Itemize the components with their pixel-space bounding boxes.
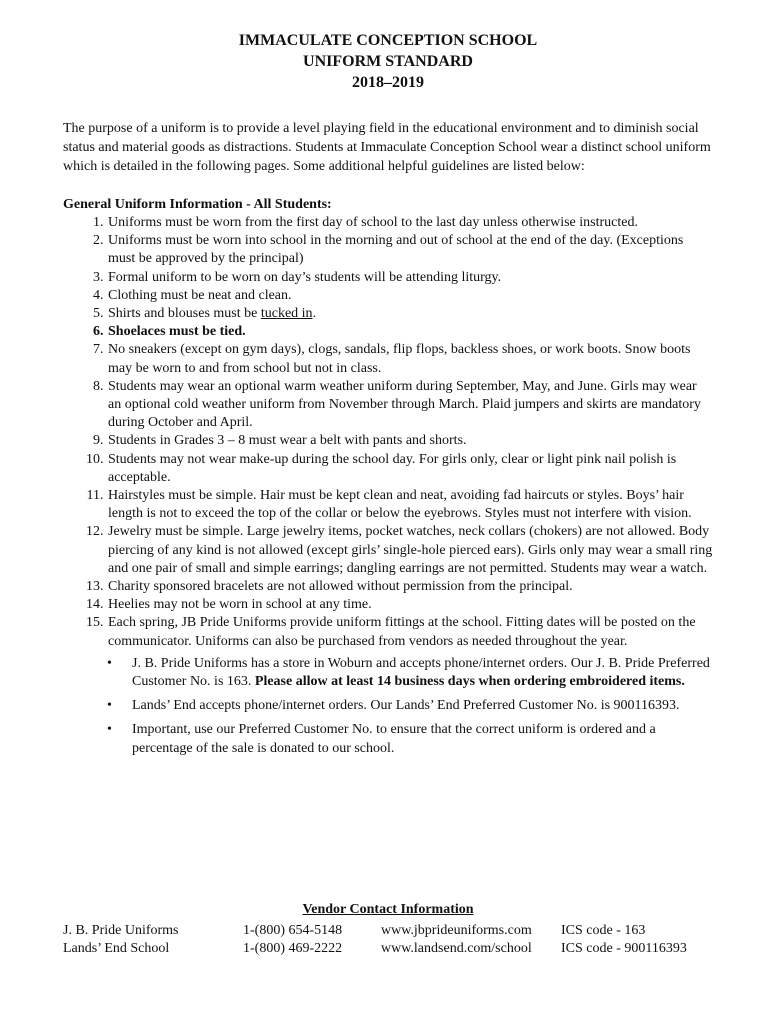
rule-item: 8. Students may wear an optional warm weather uniform during September, May, and June. Girls may wear an optional cold weather uniform from November through March. Plaid jumpers and skirts are mandatory during October and April. (107, 378, 713, 433)
vendor-website: www.jbprideuniforms.com (381, 923, 532, 938)
vendor-code: ICS code - 900116393 (561, 941, 687, 956)
bullet-item: • Important, use our Preferred Customer No. to ensure that the correct uniform is ordered and a percentage of the sale is donated to our school. (131, 721, 713, 757)
bullet-item: • Lands’ End accepts phone/internet orders. Our Lands’ End Preferred Customer No. is 900116393. (131, 697, 713, 715)
title-school: IMMACULATE CONCEPTION SCHOOL (238, 32, 538, 49)
rules-list (63, 214, 713, 758)
rule-item: 7. No sneakers (except on gym days), clogs, sandals, flip flops, backless shoes, or work boots. Snow boots may be worn to and from school but not in class. (107, 341, 713, 377)
rule-item: 2. Uniforms must be worn into school in the morning and out of school at the end of the day. (Exceptions must be approved by the principal) (107, 232, 713, 268)
vendor-website: www.landsend.com/school (381, 941, 532, 956)
vendor-phone: 1-(800) 469-2222 (243, 941, 343, 956)
rule-item: 14. Heelies may not be worn in school at any time. (107, 596, 713, 614)
document-page (63, 30, 713, 956)
rule-text: Each spring, JB Pride Uniforms provide uniform fittings at the school. Fitting dates will be posted on the communicator. Uniforms can also be purchased from vendors as needed throughout the year. (108, 615, 696, 649)
section-heading: General Uniform Information - All Students: (63, 197, 332, 212)
rule-item: 11. Hairstyles must be simple. Hair must be kept clean and neat, avoiding fad haircuts or styles. Boys’ hair length is not to exceed the top of the collar or below the eyebrows. Styles must not interfere with vision. (107, 487, 713, 523)
purchase-bullets (108, 655, 713, 758)
rule-item: 12. Jewelry must be simple. Large jewelry items, pocket watches, neck collars (chokers) are not allowed. Body piercing of any kind is not allowed (except girls’ single-hole pierced ears). Girls only may wear a small ring and one pair of small and simple earrings; dangling earrings are not permitted. Students may wear a watch. (107, 523, 713, 578)
rule-item: 13. Charity sponsored bracelets are not allowed without permission from the principal. (107, 578, 713, 596)
rule-text: Shirts and blouses must be (108, 306, 261, 322)
title-standard: UNIFORM STANDARD (303, 53, 473, 70)
vendor-name: J. B. Pride Uniforms (63, 923, 179, 938)
bullet-item (131, 655, 713, 691)
rule-item: 10. Students may not wear make-up during the school day. For girls only, clear or light pink nail polish is acceptable. (107, 451, 713, 487)
rule-text: . (312, 306, 317, 322)
rule-item (107, 614, 713, 757)
document-title (63, 30, 713, 93)
intro-paragraph: The purpose of a uniform is to provide a level playing field in the educational environment and to diminish social status and material goods as distractions. Students at Immaculate Conception School wear a distinct school uniform which is detailed in the following pages. Some additional helpful guidelines are listed below: (63, 121, 711, 174)
title-year: 2018–2019 (352, 74, 424, 91)
rule-item: 6. Shoelaces must be tied. (107, 323, 713, 341)
rule-item: 1. Uniforms must be worn from the first day of school to the last day unless otherwise instructed. (107, 214, 713, 232)
bullet-text: J. B. Pride Uniforms has a store in Woburn and accepts phone/internet orders. Our J. B. Pride Preferred Customer No. is 163. (132, 655, 710, 690)
rule-item (107, 305, 713, 323)
vendor-heading: Vendor Contact Information (302, 902, 474, 917)
vendor-code: ICS code - 163 (561, 923, 646, 938)
vendor-phone: 1-(800) 654-5148 (243, 923, 343, 938)
rule-item: 9. Students in Grades 3 – 8 must wear a belt with pants and shorts. (107, 432, 713, 450)
rule-item: 3. Formal uniform to be worn on day’s students will be attending liturgy. (107, 269, 713, 287)
vendor-name: Lands’ End School (63, 941, 170, 956)
rule-item: 4. Clothing must be neat and clean. (107, 287, 713, 305)
tucked-in-underlined: tucked in (260, 306, 313, 322)
bullet-bold-text: Please allow at least 14 business days when ordering embroidered items. (254, 674, 685, 690)
